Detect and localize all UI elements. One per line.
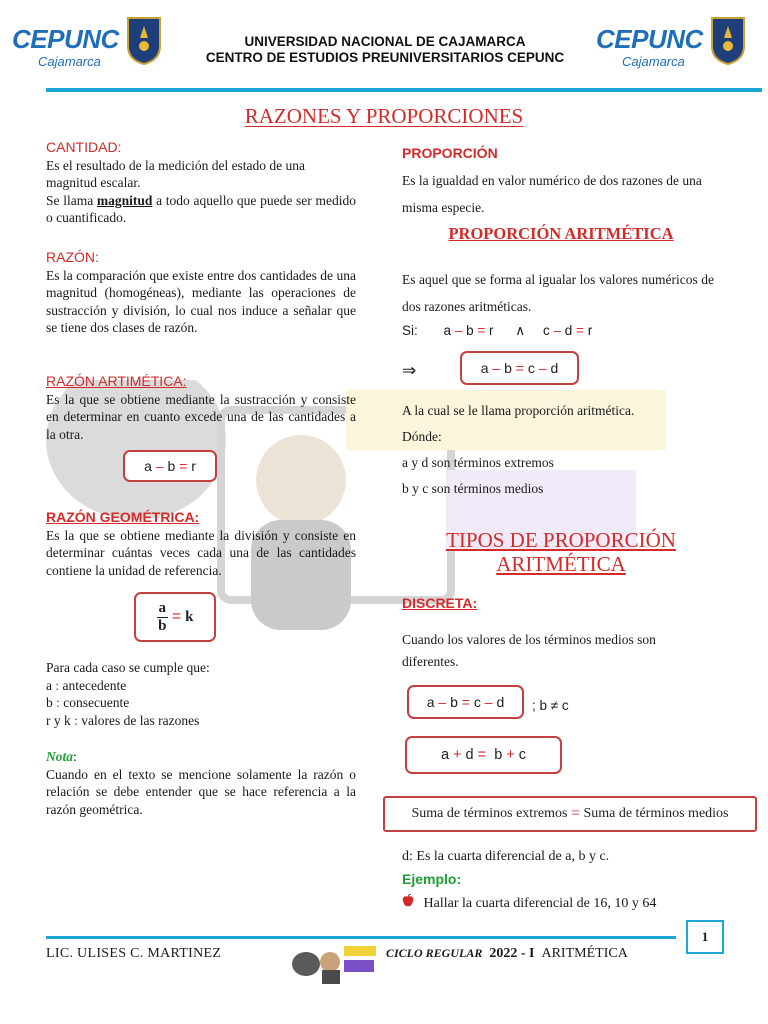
header-divider (46, 88, 762, 92)
fraction-a-b (157, 600, 169, 635)
op-equals: = (179, 458, 188, 474)
cantidad-text-2 (46, 192, 356, 227)
var-c: c (527, 360, 535, 376)
var-d: d (465, 747, 474, 763)
caso-item-antecedente (46, 677, 356, 695)
op-equals: = (477, 323, 486, 338)
discreta-label: DISCRETA: (402, 595, 478, 611)
tipos-title-line-1: TIPOS DE PROPORCIÓN (446, 528, 676, 552)
section-razon-geometrica (46, 509, 356, 579)
discreta-text: Cuando los valores de los términos medios son diferentes. (402, 632, 656, 669)
condicion-b-distinto-c: ; b ≠ c (532, 698, 569, 713)
op-minus: – (438, 694, 447, 710)
op-plus: + (506, 747, 515, 763)
caso-sep: : (52, 695, 60, 710)
op-equals: = (570, 805, 580, 822)
var-c: c (518, 747, 527, 763)
caso-sep: : (52, 677, 60, 693)
op-equals: = (515, 360, 524, 376)
heading-cantidad: CANTIDAD: (46, 139, 122, 155)
tipos-title-line-2: ARITMÉTICA (496, 552, 626, 576)
footer-divider (46, 936, 676, 939)
frac-denominator: b (158, 617, 167, 634)
si-expression-1 (444, 323, 494, 338)
razon-aritmetica-text: Es la que se obtiene mediante la sustracción y consiste en determinar en cuanto excede una de las cantidades a la otra. (46, 391, 356, 442)
caso-desc: valores de las razones (77, 712, 200, 728)
logo-subtext: Cajamarca (38, 54, 101, 69)
term-magnitud: magnitud (96, 192, 153, 208)
var-d: d (496, 694, 505, 710)
heading-razon-aritmetica: RAZÓN ARTIMÉTICA: (46, 373, 187, 389)
implies-arrow: ⇒ (402, 361, 417, 380)
frac-numerator: a (158, 599, 167, 616)
footer-ciclo: CICLO REGULAR (386, 946, 483, 960)
formula-discreta-1 (407, 685, 524, 719)
page-number: 1 (686, 920, 724, 954)
cantidad-text-2a: Se llama (46, 192, 97, 208)
razon-text: Es la comparación que existe entre dos cantidades de una magnitud (homogéneas), mediante las operaciones de sustracción y división, lo cual nos induce a señalar que se tiene dos clases de razón. (46, 267, 356, 335)
formula-razon-aritmetica (123, 450, 217, 482)
var-r: r (587, 323, 593, 338)
op-equals: = (477, 747, 487, 763)
nota-colon: : (73, 749, 77, 764)
cantidad-text-2c: a todo aquello que puede ser medido o cuantificado. (46, 192, 356, 225)
caso-desc: consecuente (59, 695, 130, 710)
institution-header (150, 34, 620, 66)
caso-item-valores (46, 712, 356, 730)
footer-course: ARITMÉTICA (541, 946, 628, 961)
cuarta-diferencial-text: d: Es la cuarta diferencial de a, b y c. (402, 849, 610, 864)
section-razon-aritmetica (46, 373, 356, 443)
si-label: Si: (402, 323, 418, 338)
heading-proporcion-aritmetica (402, 224, 720, 244)
suma-medios: Suma de términos medios (583, 806, 729, 821)
ejemplo-item (402, 893, 714, 915)
var-b: b (167, 458, 176, 474)
section-razon (46, 249, 356, 337)
var-a: a (480, 360, 489, 376)
donde-label: Dónde: (402, 429, 442, 444)
footer-author: LIC. ULISES C. MARTINEZ (46, 946, 222, 961)
op-equals: = (461, 694, 470, 710)
formula-discreta-2 (405, 736, 562, 774)
apple-bullet-icon (402, 894, 414, 908)
caso-term: r y k (46, 712, 71, 728)
footer-course-info (386, 946, 628, 962)
op-equals: = (171, 608, 182, 625)
heading-razon-geometrica: RAZÓN GEOMÉTRICA: (46, 509, 200, 525)
section-cantidad (46, 139, 356, 227)
nota-heading (46, 748, 356, 766)
ejemplo-heading: Ejemplo: (402, 871, 462, 887)
var-d: d (564, 323, 573, 338)
caso-term: b (46, 695, 53, 710)
op-minus: – (484, 694, 493, 710)
heading-discreta (402, 595, 714, 613)
caso-item-consecuente (46, 694, 356, 712)
section-ejemplo (402, 846, 714, 915)
medios-text: b y c son términos medios (402, 481, 544, 496)
header-line-1: UNIVERSIDAD NACIONAL DE CAJAMARCA (244, 34, 526, 49)
var-r: r (191, 458, 196, 474)
var-b: b (504, 360, 512, 376)
formula-suma-terminos (383, 796, 757, 832)
heading-tipos-proporcion (402, 528, 720, 576)
caso-term: a (46, 677, 52, 693)
cepunc-logo-left (12, 14, 162, 80)
var-k: k (185, 608, 194, 625)
section-casos (46, 659, 356, 729)
header-line-2: CENTRO DE ESTUDIOS PREUNIVERSITARIOS CEPUNC (205, 50, 565, 65)
formula-proporcion-aritmetica (460, 351, 579, 385)
razon-geometrica-text: Es la que se obtiene mediante la división y consiste en determinar cuántas veces cada una de las cantidades contiene la unidad de referencia. (46, 527, 356, 578)
var-a: a (440, 747, 450, 763)
caso-sep: : (70, 712, 78, 728)
page-title (0, 104, 768, 129)
heading-razon: RAZÓN: (46, 249, 99, 265)
op-equals: = (576, 323, 584, 338)
var-b: b (494, 747, 503, 763)
op-minus: – (538, 360, 547, 376)
var-r: r (489, 323, 494, 338)
si-expression-2 (543, 323, 592, 338)
op-minus: – (492, 360, 501, 376)
nota-label: Nota (46, 749, 73, 764)
footer-year: 2022 - I (489, 946, 535, 961)
caso-desc: antecedente (59, 677, 127, 693)
ejemplo-item-text: Hallar la cuarta diferencial de 16, 10 y 64 (423, 896, 657, 911)
logo-text: CEPUNC (12, 24, 119, 54)
var-d: d (550, 360, 559, 376)
var-a: a (144, 458, 152, 474)
proporcion-aritmetica-text: Es aquel que se forma al igualar los valores numéricos de dos razones aritméticas. (402, 272, 714, 314)
var-b: b (450, 694, 458, 710)
heading-proporcion-aritmetica-text: PROPORCIÓN ARITMÉTICA (448, 224, 674, 243)
op-minus: – (454, 323, 463, 338)
proporcion-text: Es la igualdad en valor numérico de dos razones de una misma especie. (402, 173, 702, 215)
cantidad-text-1: Es el resultado de la medición del estado de una magnitud escalar. (46, 157, 306, 190)
footer-logo-image (290, 942, 378, 986)
var-a: a (426, 694, 435, 710)
condicion-si (402, 322, 714, 340)
op-plus: + (453, 747, 462, 763)
suma-extremos: Suma de términos extremos (411, 806, 568, 821)
logo-subtext: Cajamarca (622, 54, 685, 69)
var-c: c (542, 323, 550, 338)
section-definicion-terminos (402, 398, 714, 502)
nota-text: Cuando en el texto se mencione solamente la razón o relación se debe entender que se hace referencia a la razón geométrica. (46, 766, 356, 817)
var-b: b (466, 323, 474, 338)
and-symbol: ∧ (515, 323, 526, 338)
heading-proporcion: PROPORCIÓN (402, 145, 498, 161)
var-a: a (443, 323, 452, 338)
page-title-text: RAZONES Y PROPORCIONES (244, 104, 524, 128)
logo-text: CEPUNC (596, 24, 703, 54)
shield-icon (710, 16, 746, 66)
extremos-text: a y d son términos extremos (402, 455, 554, 470)
op-minus: – (553, 323, 561, 338)
section-nota (46, 748, 356, 818)
llama-text: A la cual se le llama proporción aritmética. (402, 403, 635, 418)
op-minus: – (155, 458, 164, 474)
var-c: c (473, 694, 481, 710)
formula-razon-geometrica (134, 592, 216, 642)
section-proporcion (402, 140, 714, 221)
casos-intro: Para cada caso se cumple que: (46, 660, 210, 675)
